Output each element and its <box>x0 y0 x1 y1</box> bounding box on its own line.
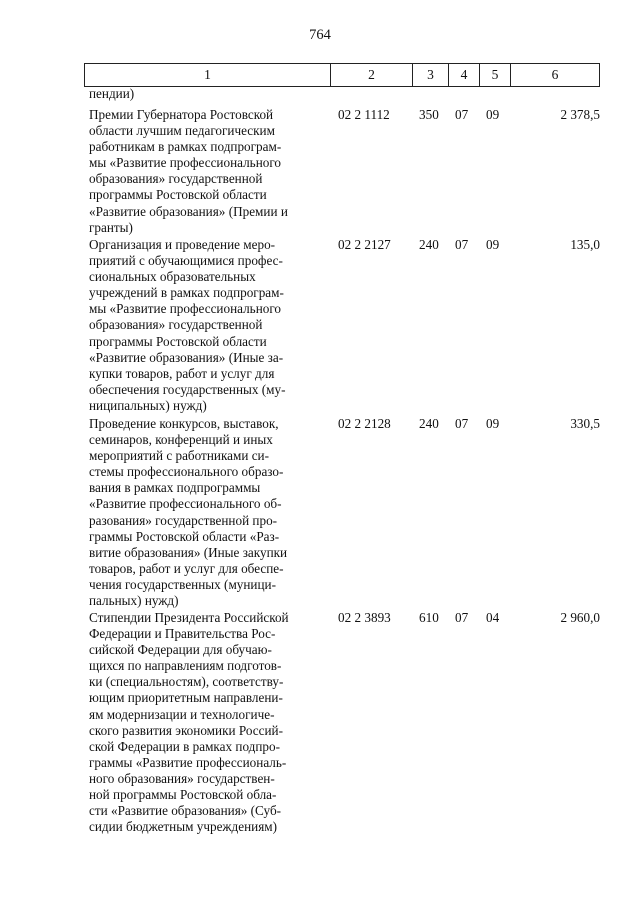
row-code: 02 2 1112 <box>338 107 390 122</box>
row-type: 350 <box>419 107 439 122</box>
column-header-1: 1 <box>84 64 330 86</box>
row-code: 02 2 2128 <box>338 416 391 431</box>
row-subsection: 09 <box>486 237 500 252</box>
column-header-3: 3 <box>412 64 448 86</box>
row-description: Организация и проведение меро- приятий с обучающимися профес- сиональных образовательных учреждений в рамках подпрограм- мы «Развитие профессионального образования» государственной программы Ростовской области «Развитие образования» (Иные за- купки товаров, работ и услуг для обеспечения государственных (му- ниципальных) нужд) <box>89 237 286 413</box>
row-subsection: 09 <box>486 416 500 431</box>
row-description: Стипендии Президента Российской Федерации и Правительства Рос- сийской Федерации для обучаю- щихся по направлениям подготов- ки (специальностям), соответству- ющим приоритетным направлени- ям модернизации и технологиче- ского развития экономики Россий- ской Федерации в рамках подпро- граммы «Развитие профессиональ- ного образования» государствен- ной программы Ростовской обла- сти «Развитие образования» (Суб- сидии бюджетным учреждениям) <box>89 610 289 835</box>
continuation-text: пендии) <box>89 86 135 101</box>
row-section: 07 <box>455 416 469 431</box>
row-section: 07 <box>455 610 469 625</box>
row-amount: 2 960,0 <box>560 610 600 625</box>
row-code: 02 2 3893 <box>338 610 391 625</box>
column-header-6: 6 <box>510 64 600 86</box>
row-code: 02 2 2127 <box>338 237 391 252</box>
row-amount: 135,0 <box>570 237 600 252</box>
column-header-4: 4 <box>448 64 479 86</box>
row-description: Проведение конкурсов, выставок, семинаров, конференций и иных мероприятий с работниками си- стемы профессионального образо- вания в рамках подпрограммы «Развитие профессионального об- разования» государственной про- граммы Ростовской области «Раз- витие образования» (Иные закупки товаров, работ и услуг для обеспе- чения государственных (муници- пальных) нужд) <box>89 416 288 609</box>
column-header-5: 5 <box>479 64 510 86</box>
row-subsection: 09 <box>486 107 500 122</box>
row-section: 07 <box>455 237 469 252</box>
row-subsection: 04 <box>486 610 500 625</box>
column-header-2: 2 <box>330 64 412 86</box>
page-number: 764 <box>309 27 331 43</box>
row-type: 240 <box>419 237 439 252</box>
row-amount: 2 378,5 <box>560 107 600 122</box>
row-amount: 330,5 <box>570 416 600 431</box>
row-section: 07 <box>455 107 469 122</box>
row-type: 610 <box>419 610 439 625</box>
row-type: 240 <box>419 416 439 431</box>
row-description: Премии Губернатора Ростовской области лучшим педагогическим работникам в рамках подпрограм- мы «Развитие профессионального образования» государственной программы Ростовской области «Развитие образования» (Премии и гранты) <box>89 107 288 235</box>
table-header <box>84 63 600 87</box>
